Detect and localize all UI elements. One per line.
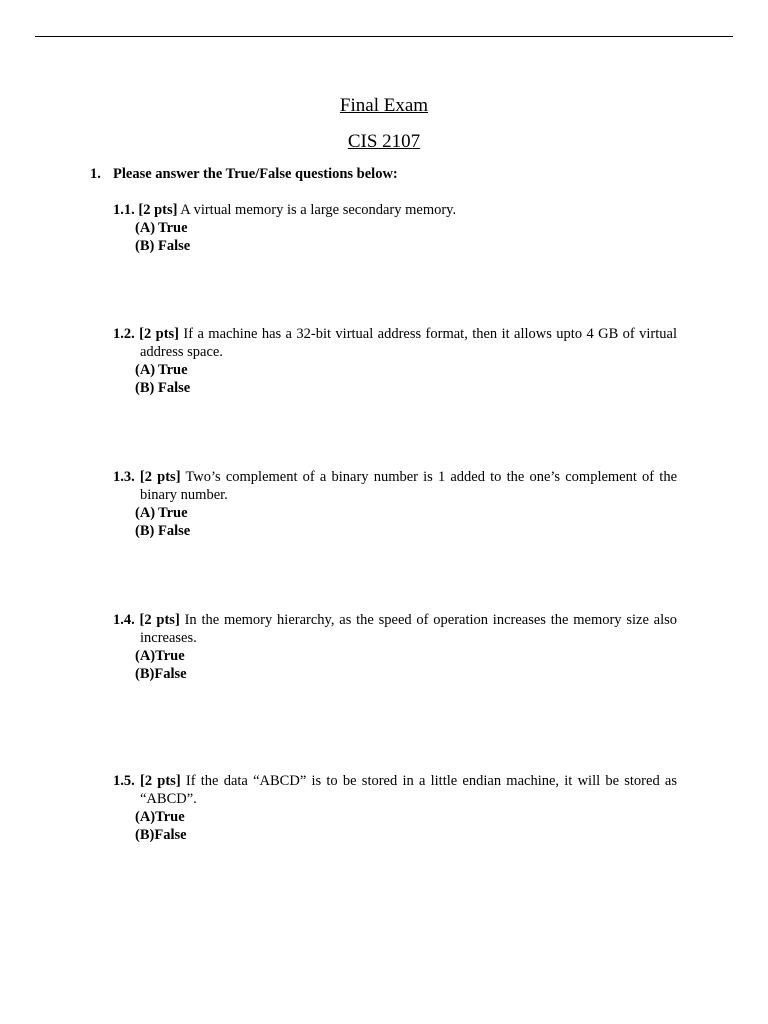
question-text-row [113,325,677,361]
option-letter: (A) [135,505,156,521]
option-letter: (A) [135,648,156,664]
option-label: False [154,666,187,682]
question-text-row [113,468,677,504]
question-text-row [113,772,677,808]
question-prompt: Two’s complement of a binary number is 1 added to the one’s complement of the binary number. [140,469,678,503]
question-points: [2 pts] [139,469,181,485]
question-prompt: In the memory hierarchy, as the speed of operation increases the memory size also increases. [140,612,678,646]
question-1-4 [113,611,677,683]
section-heading-text: Please answer the True/False questions below: [113,166,398,182]
question-number: 1.1. [113,202,135,218]
question-number: 1.4. [113,612,135,628]
question-1-2 [113,325,677,397]
option-letter: (B) [135,238,155,254]
option-label: False [158,523,191,539]
option-letter: (B) [135,666,155,682]
question-prompt: If the data “ABCD” is to be stored in a little endian machine, it will be stored as “ABCD”. [140,773,678,807]
option-label: True [158,505,188,521]
option-letter: (A) [135,220,156,236]
option-letter: (B) [135,523,155,539]
question-points: [2 pts] [139,326,179,342]
option-a[interactable] [113,808,677,826]
option-label: True [158,220,188,236]
option-label: False [158,380,191,396]
question-text-row [113,201,677,219]
question-1-5 [113,772,677,844]
option-label: False [158,238,191,254]
option-b[interactable] [113,379,677,397]
question-text-row [113,611,677,647]
option-b[interactable] [113,522,677,540]
exam-title: Final Exam [339,95,429,116]
option-letter: (B) [135,380,155,396]
option-label: False [154,827,187,843]
option-b[interactable] [113,665,677,683]
question-1-3 [113,468,677,540]
question-number: 1.2. [113,326,135,342]
question-number: 1.3. [113,469,135,485]
option-letter: (A) [135,809,156,825]
header-rule [35,36,733,37]
question-points: [2 pts] [139,773,181,789]
option-b[interactable] [113,826,677,844]
section-number: 1. [90,166,101,182]
course-code: CIS 2107 [347,131,421,152]
question-points: [2 pts] [138,202,178,218]
option-label: True [155,809,185,825]
question-prompt: If a machine has a 32-bit virtual address format, then it allows upto 4 GB of virtual address space. [140,326,677,360]
option-letter: (A) [135,362,156,378]
section-heading [90,165,398,183]
question-prompt: A virtual memory is a large secondary memory. [180,202,457,218]
option-b[interactable] [113,237,677,255]
option-a[interactable] [113,219,677,237]
question-number: 1.5. [113,773,135,789]
option-label: True [158,362,188,378]
option-letter: (B) [135,827,155,843]
option-a[interactable] [113,647,677,665]
option-a[interactable] [113,361,677,379]
option-label: True [155,648,185,664]
question-points: [2 pts] [139,612,180,628]
option-a[interactable] [113,504,677,522]
question-1-1 [113,201,677,255]
